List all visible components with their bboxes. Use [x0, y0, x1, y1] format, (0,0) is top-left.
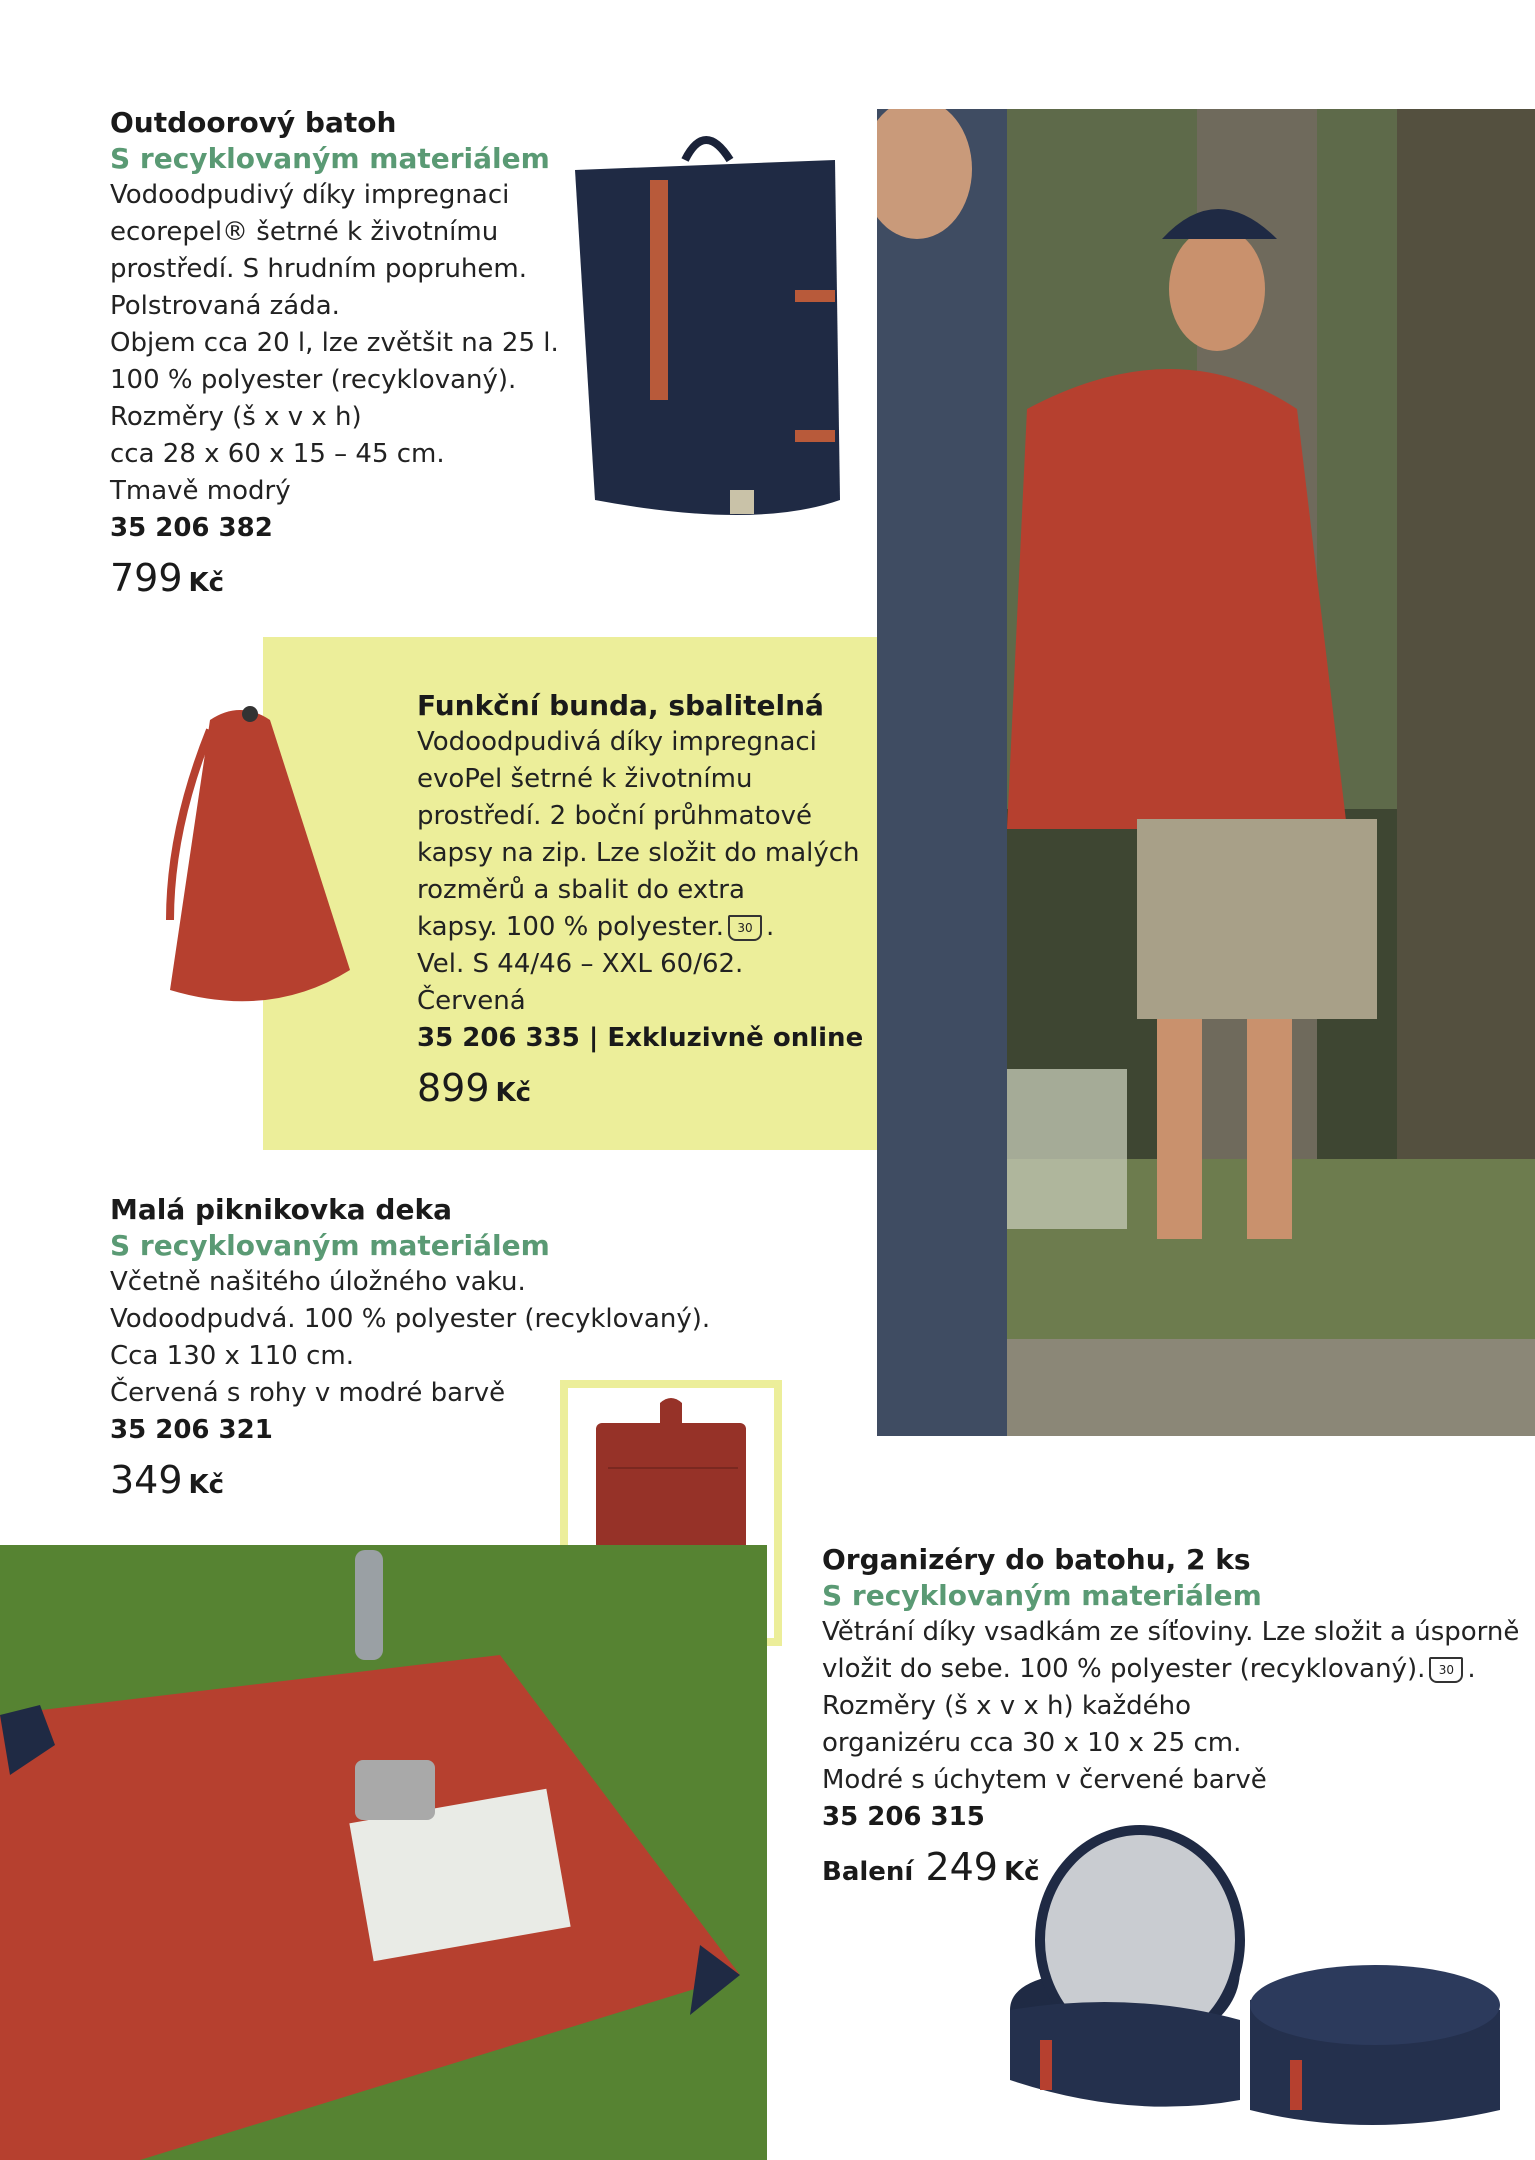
product-subtitle: S recyklovaným materiálem [822, 1579, 1262, 1612]
product-description: Větrání díky vsadkám ze síťoviny. Lze složit a úsporně vložit do sebe. 100 % polyester (recyklovaný). 30 . Rozměry (š x v x h) každého organizéru cca 30 x 10 x 25 cm. Modré s úchytem v červené barvě [822, 1617, 1520, 1795]
jacket-bag-image [150, 690, 370, 1030]
product-description: Vodoodpudivá díky impregnaci evoPel šetrné k životnímu prostředí. 2 boční průhmatové kapsy na zip. Lze složit do malých rozměrů a sbalit do extra kapsy. 100 % polyester. 30 . Vel. S 44/46 – XXL 60/62. Červená [417, 727, 860, 1016]
price: 899 Kč [417, 1066, 532, 1110]
price: 349 Kč [110, 1458, 225, 1502]
wash-30-icon: 30 [728, 915, 762, 941]
product-subtitle: S recyklovaným materiálem [110, 142, 550, 175]
article-number: 35 206 382 [110, 513, 273, 543]
product-subtitle: S recyklovaným materiálem [110, 1229, 550, 1262]
article-number: 35 206 321 [110, 1415, 273, 1445]
backpack-image [555, 120, 865, 540]
product-title: Outdoorový batoh [110, 106, 397, 139]
product-backpack [110, 105, 559, 606]
price-prefix: Balení [822, 1857, 914, 1887]
hikers-photo [877, 109, 1535, 1436]
product-title: Funkční bunda, sbalitelná [417, 689, 824, 722]
organizers-image [1000, 1820, 1510, 2150]
product-description: Včetně našitého úložného vaku. Vodoodpudvá. 100 % polyester (recyklovaný). Cca 130 x 110 cm. Červená s rohy v modré barvě [110, 1267, 711, 1408]
product-title: Malá piknikovka deka [110, 1193, 452, 1226]
price: 799 Kč [110, 556, 225, 600]
article-number: 35 206 335 | Exkluzivně online [417, 1023, 864, 1053]
article-number: 35 206 315 [822, 1802, 985, 1832]
wash-30-icon: 30 [1429, 1657, 1463, 1683]
product-jacket [417, 688, 867, 1116]
product-title: Organizéry do batohu, 2 ks [822, 1543, 1251, 1576]
product-description: Vodoodpudivý díky impregnaci ecorepel® šetrné k životnímu prostředí. S hrudním popruhem. Polstrovaná záda. Objem cca 20 l, lze zvětšit na 25 l. 100 % polyester (recyklovaný). Rozměry (š x v x h) cca 28 x 60 x 15 – 45 cm. Tmavě modrý [110, 180, 559, 506]
picnic-photo [0, 1545, 767, 2160]
price: Balení 249 Kč [822, 1845, 1040, 1889]
